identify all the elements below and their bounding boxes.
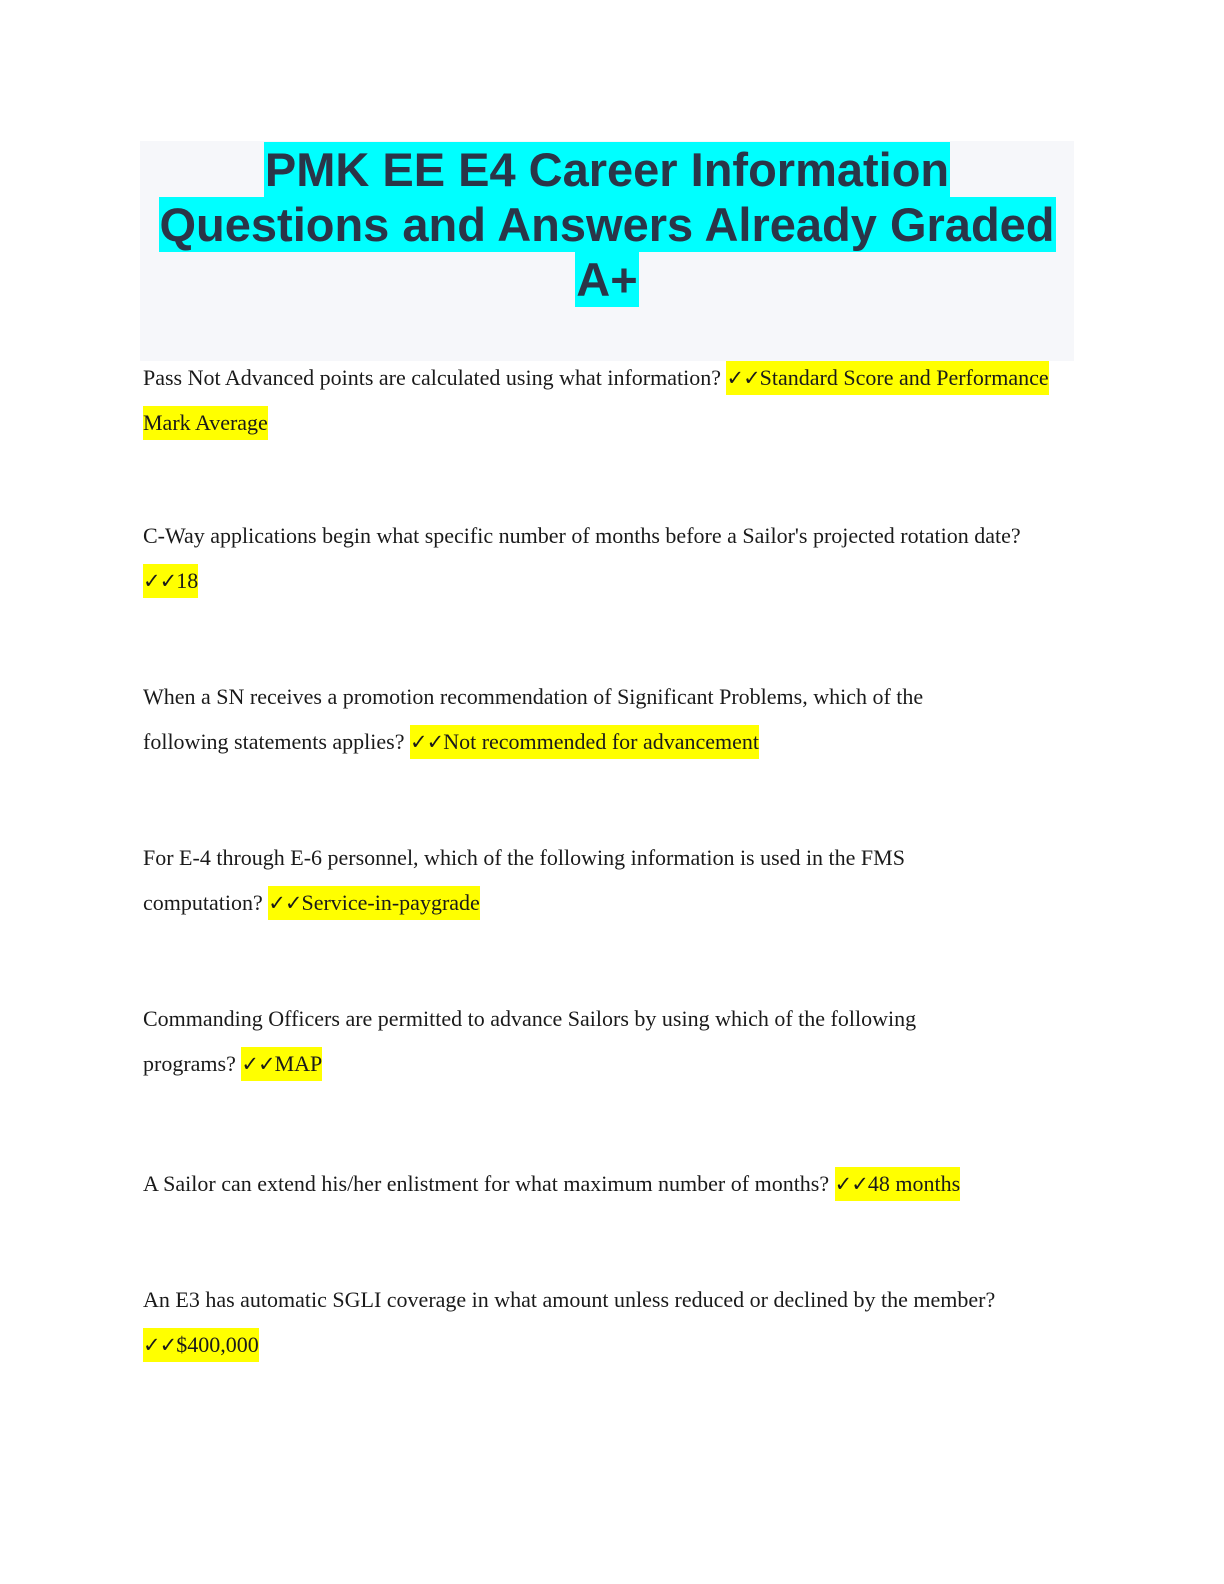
answer-text: 48 months	[867, 1171, 961, 1196]
question-text: When a SN receives a promotion recommendation of Significant Problems, which of the following statements applies?	[143, 684, 924, 754]
check-mark-icon: ✓✓	[726, 366, 760, 390]
check-mark-icon: ✓✓	[410, 729, 444, 754]
answer-highlight	[143, 564, 198, 598]
check-mark-icon: ✓✓	[268, 890, 302, 915]
qa-item	[143, 675, 1013, 764]
question-text: An E3 has automatic SGLI coverage in what amount unless reduced or declined by the member?	[143, 1287, 996, 1312]
answer-highlight	[143, 1328, 259, 1362]
title-line-3: A+	[576, 253, 638, 306]
check-mark-icon: ✓✓	[143, 1332, 177, 1357]
question-text: C-Way applications begin what specific number of months before a Sailor's projected rotation date?	[143, 523, 1021, 548]
answer-highlight	[410, 725, 759, 759]
title-line-1: PMK EE E4 Career Information	[264, 143, 950, 196]
answer-text: 18	[176, 567, 199, 593]
qa-item	[143, 356, 1083, 445]
answer-highlight	[241, 1047, 322, 1081]
qa-item	[143, 514, 1048, 603]
answer-text: Not recommended for advancement	[443, 728, 760, 754]
question-text: For E-4 through E-6 personnel, which of the following information is used in the FMS computation?	[143, 845, 905, 915]
answer-text: MAP	[274, 1050, 323, 1076]
answer-highlight	[835, 1167, 961, 1201]
qa-item	[143, 997, 1003, 1086]
check-mark-icon: ✓✓	[143, 568, 177, 593]
qa-item	[143, 836, 993, 925]
qa-item	[143, 1278, 1078, 1367]
question-text: Commanding Officers are permitted to advance Sailors by using which of the following programs?	[143, 1006, 917, 1076]
title-line-2: Questions and Answers Already Graded	[159, 198, 1055, 251]
answer-text: Standard Score and Performance Mark Average	[143, 365, 1049, 435]
question-text: Pass Not Advanced points are calculated using what information?	[143, 365, 721, 390]
answer-text: $400,000	[176, 1331, 259, 1357]
answer-highlight	[268, 886, 480, 920]
check-mark-icon: ✓✓	[834, 1172, 868, 1196]
qa-item	[143, 1162, 1103, 1207]
answer-text: Service-in-paygrade	[301, 889, 480, 915]
question-text: A Sailor can extend his/her enlistment for what maximum number of months?	[143, 1171, 830, 1196]
document-title	[140, 142, 1074, 307]
check-mark-icon: ✓✓	[241, 1051, 275, 1076]
